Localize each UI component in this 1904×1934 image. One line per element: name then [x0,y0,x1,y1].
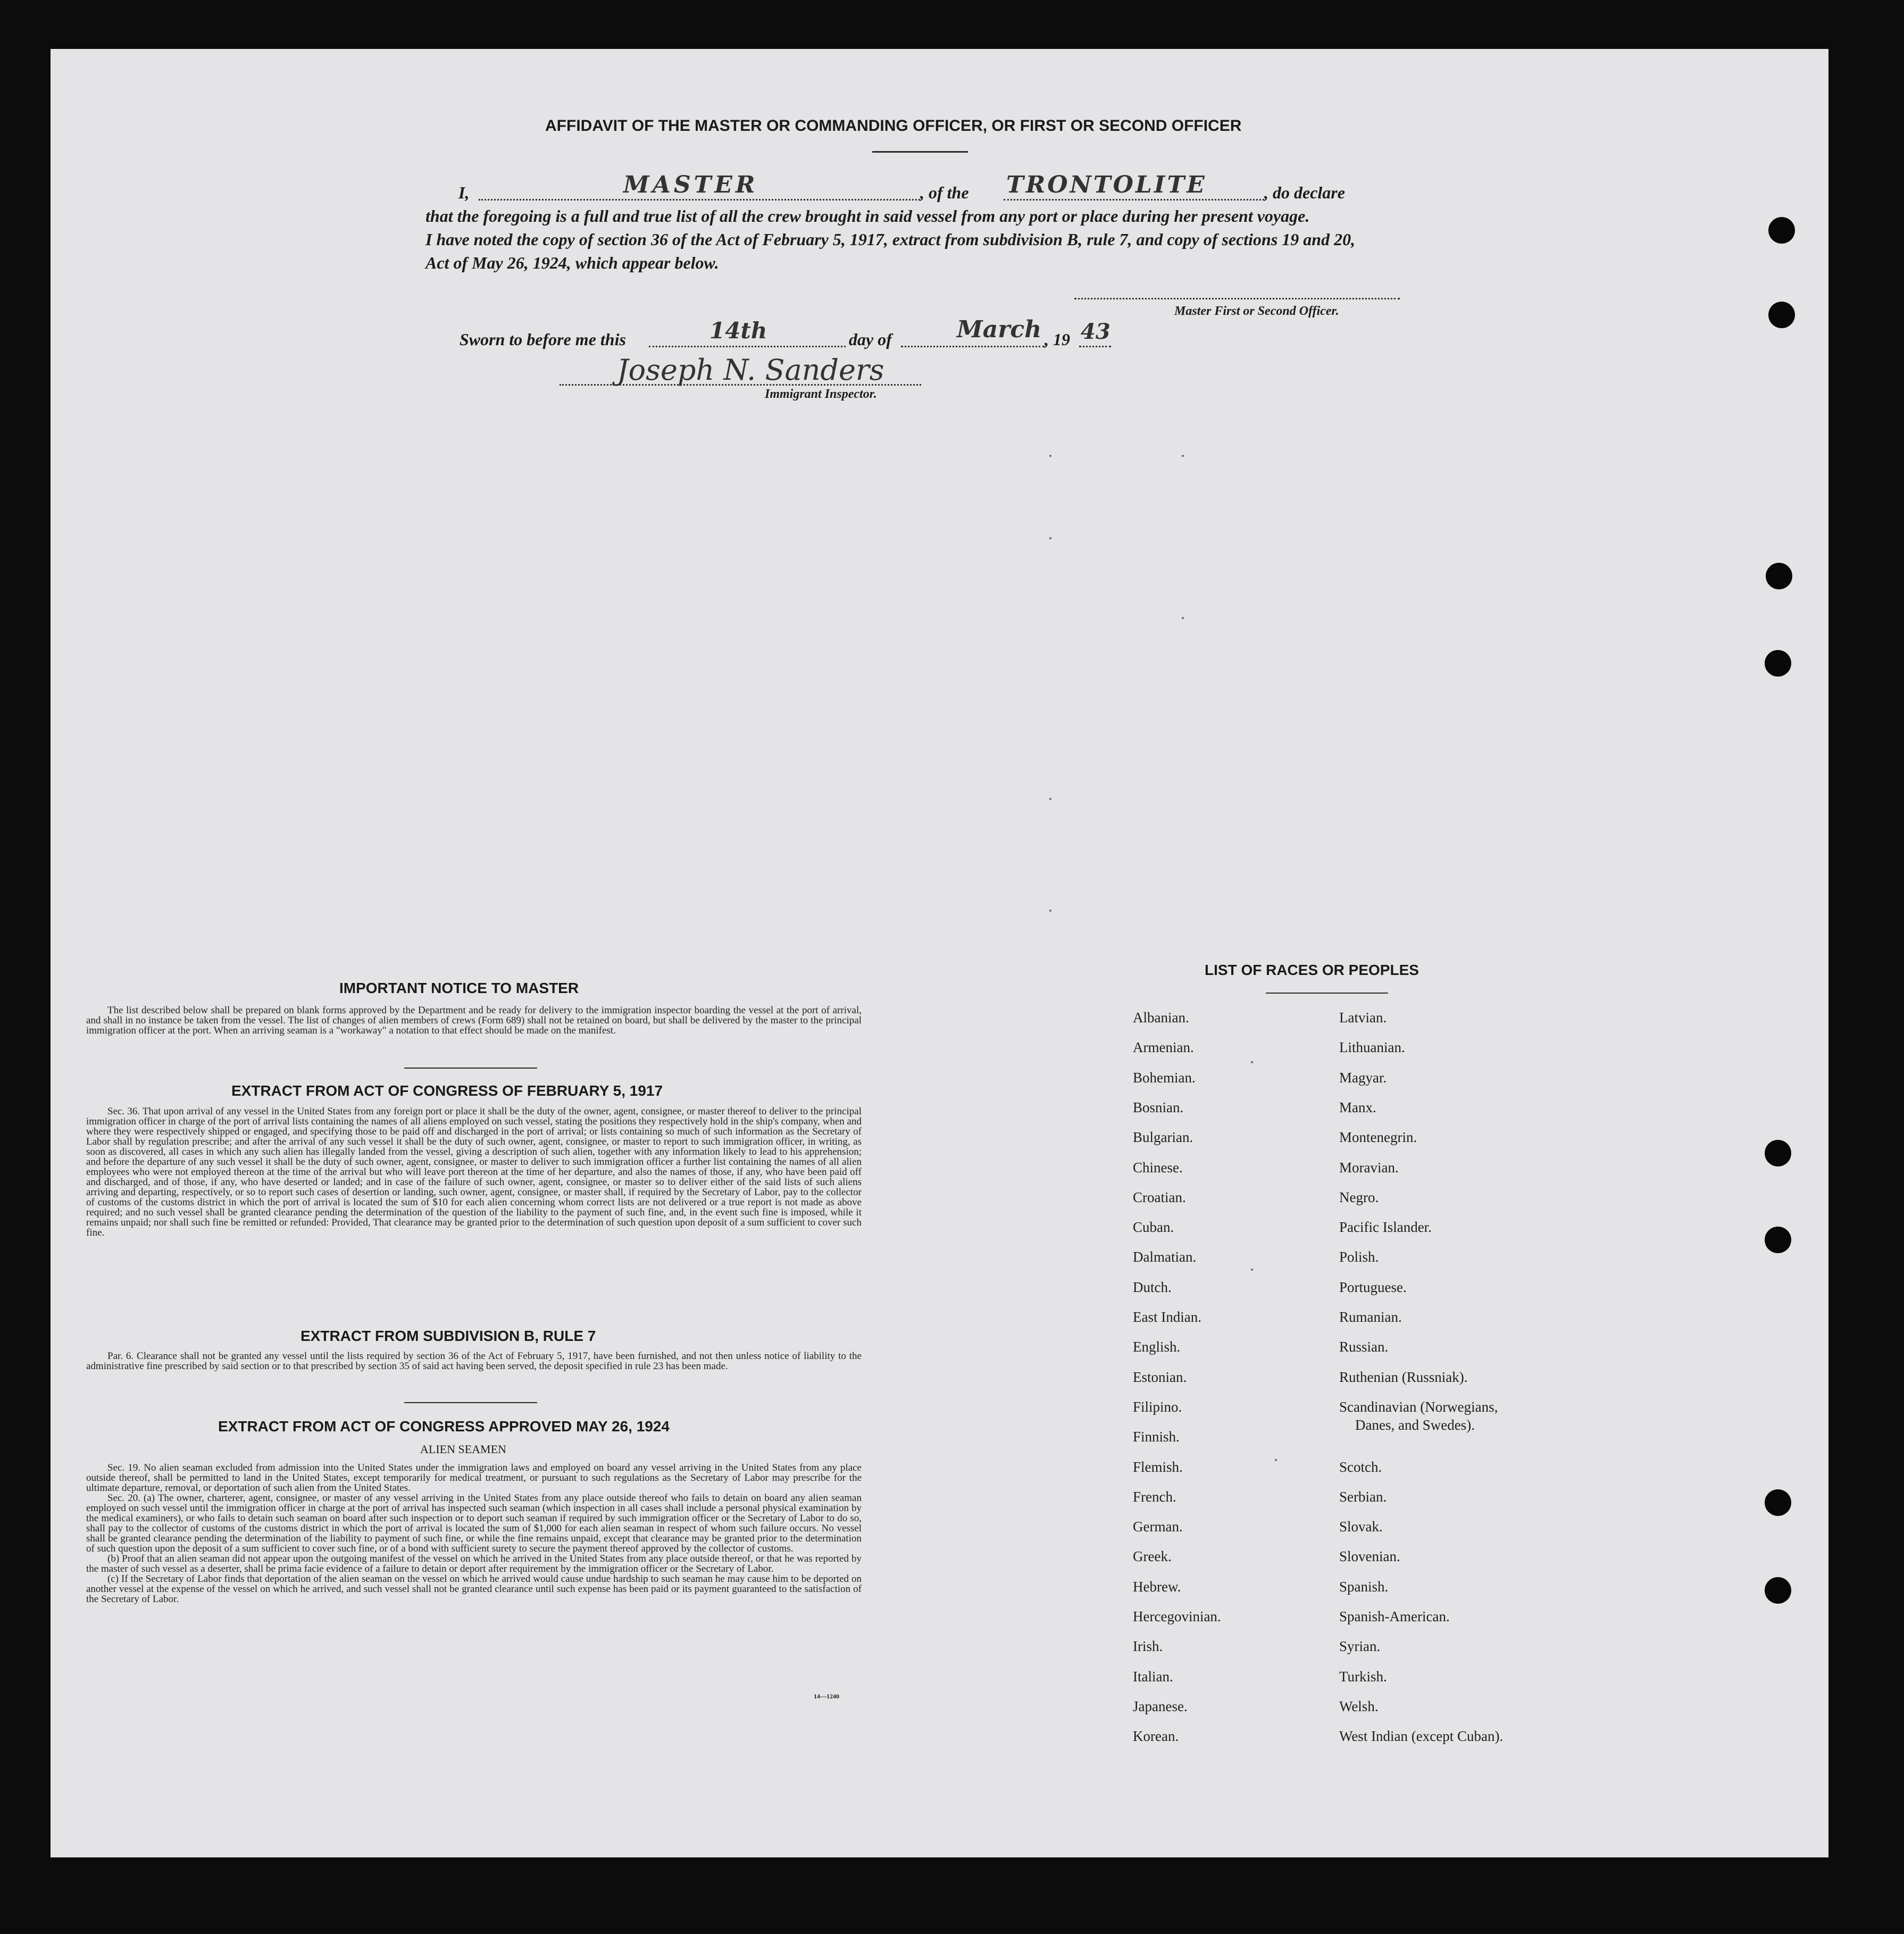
declaration-line-2: that the foregoing is a full and true list of all the crew brought in said vessel from any port or place during her present voyage. [425,206,1310,226]
race-item: West Indian (except Cuban). [1339,1728,1504,1745]
race-item: Bulgarian. [1133,1129,1193,1146]
race-item: Russian. [1339,1339,1389,1355]
master-signature-line [1074,298,1400,299]
race-item: Dutch. [1133,1279,1172,1295]
race-item: Filipino. [1133,1398,1182,1415]
declaration-line-3: I have noted the copy of section 36 of the Act of February 5, 1917, extract from subdivision B, rule 7, and copy of sections 19 and 20, [425,230,1356,249]
extract-rule7-text: Par. 6. Clearance shall not be granted any vessel until the lists required by section 36 of the Act of February 5, 1917, have been furnished, and not then unless notice of liability to the administrative fine prescribed by said section or to that prescribed by section 35 of said act having been served, the deposit specified in rule 23 has been made. [86,1351,862,1372]
race-item: Estonian. [1133,1369,1187,1385]
notice-title: IMPORTANT NOTICE TO MASTER [339,980,579,996]
race-item: Pacific Islander. [1339,1219,1432,1236]
race-item: Moravian. [1339,1159,1399,1176]
race-item: Bohemian. [1133,1069,1196,1086]
race-item: Spanish-American. [1339,1608,1450,1624]
alien-seamen-subtitle: ALIEN SEAMEN [420,1443,506,1456]
sworn-line [460,316,1193,351]
form-number: 14—1240 [814,1693,839,1700]
of-the-label: , of the [920,183,969,202]
binder-hole [1768,302,1795,328]
race-item: Irish. [1133,1638,1163,1655]
race-item: Negro. [1339,1189,1379,1205]
divider [404,1068,537,1069]
race-item: Japanese. [1133,1698,1188,1714]
races-title: LIST OF RACES OR PEOPLES [1205,962,1419,978]
race-item: French. [1133,1488,1176,1505]
races-title-rule [1266,993,1388,994]
year-prefix: , 19 [1045,330,1070,349]
inspector-caption: Immigrant Inspector. [765,387,877,401]
race-item: Hebrew. [1133,1578,1181,1595]
race-item: Cuban. [1133,1219,1174,1236]
race-item: Polish. [1339,1249,1379,1265]
declaration-line-1 [458,171,1421,204]
race-item: Welsh. [1339,1698,1379,1714]
race-item: Albanian. [1133,1010,1189,1026]
race-item: Bosnian. [1133,1099,1184,1115]
race-item: Rumanian. [1339,1309,1402,1325]
notice-text: The list described below shall be prepared on blank forms approved by the Department and be ready for delivery to the immigration inspector boarding the vessel at the port of arrival, and shall in no instance be taken from the vessel. The list of changes of alien members of crews (Form 689) shall not be retained on board, but shall be delivered by the master to the principal immigration officer at the port. When an arriving seaman is a "workaway" a notation to that effect should be made on the manifest. [86,1005,862,1036]
extract-1924-text: Sec. 19. No alien seaman excluded from admission into the United States under the immigration laws and employed on board any vessel arriving in the United States from any place outside thereof, shall be permitted to land in the United States, except temporarily for medical treatment, or pursuant to such regulations as the Secretary of Labor may prescribe for the ultimate departure, removal, or deportation of such alien from the United States. Sec. 20. (a) The owner, charterer, agent, consignee, or master of any vessel arriving in the United States from any place outside thereof who fails to detain on board any alien seaman employed on such vessel until the immigration officer in charge at the port of arrival has inspected such seaman (which inspection in all cases shall include a personal physical examination by the medical examiners), or who fails to detain such seaman on board after such inspection or to deport such seaman if required by such immigration officer or the Secretary of Labor to do so, shall pay to the collector of customs of the customs district in which the port of arrival is located the sum of $1,000 for each alien seaman in respect of whom such failure occurs. No vessel shall be granted clearance pending the determination of the liability to payment of such fine, or while the fine remains unpaid, except that clearance may be granted prior to the determination of such question upon the deposit of a sum sufficient to cover such fine, or of a bond with sufficient surety to secure the payment thereof approved by the collector of customs. (b) Proof that an alien seaman did not appear upon the outgoing manifest of the vessel on which he arrived in the United States from any place outside thereof, or that he was reported by the master of such vessel as a deserter, shall be prima facie evidence of a failure to detain or deport after requirement by the immigration officer or the Secretary of Labor. (c) If the Secretary of Labor finds that deportation of the alien seaman on the vessel on which he arrived would cause undue hardship to such seaman he may cause him to be deported on another vessel at the expense of the vessel on which he arrived, and such vessel shall not be granted clearance until such expense has been paid or its payment guaranteed to the satisfaction of the Secretary of Labor. [86,1462,862,1605]
master-caption: Master First or Second Officer. [1174,304,1339,318]
sworn-label: Sworn to before me this [460,330,626,349]
race-item: Slovak. [1339,1519,1383,1535]
race-item: English. [1133,1339,1181,1355]
race-item: Flemish. [1133,1458,1183,1475]
race-item: Montenegrin. [1339,1129,1417,1146]
race-item: Croatian. [1133,1189,1186,1205]
race-item: Serbian. [1339,1488,1387,1505]
binder-hole [1766,563,1792,589]
race-item: Chinese. [1133,1159,1183,1176]
race-item: Magyar. [1339,1069,1387,1086]
race-item: Hercegovinian. [1133,1608,1221,1624]
affidavit-title: AFFIDAVIT OF THE MASTER OR COMMANDING OFFICER, OR FIRST OR SECOND OFFICER [545,117,1242,135]
year-field: 43 [1081,319,1110,344]
extract-1924-title: EXTRACT FROM ACT OF CONGRESS APPROVED MAY 26, 1924 [218,1418,670,1435]
race-item: Slovenian. [1339,1548,1400,1565]
race-item: East Indian. [1133,1309,1201,1325]
binder-hole [1768,217,1795,244]
binder-hole [1765,1489,1791,1516]
extract-1917-title: EXTRACT FROM ACT OF CONGRESS OF FEBRUARY 5, 1917 [231,1082,663,1099]
binder-hole [1765,1577,1791,1604]
extract-rule7-title: EXTRACT FROM SUBDIVISION B, RULE 7 [300,1328,596,1344]
race-item: German. [1133,1519,1183,1535]
race-item: Syrian. [1339,1638,1381,1655]
race-item: Lithuanian. [1339,1039,1405,1056]
binder-hole [1765,1227,1791,1253]
day-of-label: day of [849,330,892,349]
i-label: I, [458,183,470,202]
master-field: MASTER [623,171,758,198]
race-item: Scotch. [1339,1458,1382,1475]
inspector-signature: Joseph N. Sanders [617,353,884,387]
race-item: Armenian. [1133,1039,1194,1056]
race-item-continuation: Danes, and Swedes). [1355,1416,1475,1433]
binder-hole [1765,650,1791,677]
race-item: Finnish. [1133,1429,1180,1445]
race-item: Ruthenian (Russniak). [1339,1369,1468,1385]
do-declare-label: , do declare [1264,183,1345,202]
race-item: Manx. [1339,1099,1376,1115]
race-item: Portuguese. [1339,1279,1407,1295]
race-item: Latvian. [1339,1010,1387,1026]
binder-hole [1765,1140,1791,1166]
extract-1917-text: Sec. 36. That upon arrival of any vessel in the United States from any foreign port or place it shall be the duty of the owner, agent, consignee, or master thereof to deliver to the principal immigration officer in charge of the port of arrival lists containing the names of all aliens employed on such vessel, stating the positions they respectively hold in the ship's company, when and where they were respectively shipped or engaged, and specifying those to be paid off and discharged in the port of arrival; or lists containing so much of such information as the Secretary of Labor shall by regulation prescribe; and after the arrival of any such vessel it shall be the duty of such owner, agent, consignee, or master to report to such immigration officer, in writing, as soon as discovered, all cases in which any such alien has illegally landed from the vessel, giving a description of such alien, together with any information likely to lead to his apprehension; and before the departure of any such vessel it shall be the duty of such owner, agent, consignee, or master to deliver to such immigration officer a further list containing the names of all alien employees who were not employed thereon at the time of the arrival but who will leave port thereon at the time of her departure, and also the names of those, if any, who have been paid off and discharged, and of those, if any, who have deserted or landed; and in case of the failure of such owner, agent, consignee, or master so to deliver either of the said lists of such aliens arriving and departing, respectively, or so to report such cases of desertion or landing, such owner, agent, consignee, or master shall, if required by the Secretary of Labor, pay to the collector of customs of the customs district in which the port of arrival is located the sum of $10 for each alien concerning whom correct lists are not delivered or a true report is not made as above required; and no such vessel shall be granted clearance pending the determination of the question of the liability to the payment of such fine, and, in the event such fine is imposed, while it remains unpaid; nor shall such fine be remitted or refunded: Provided, That clearance may be granted prior to the determination of such question upon deposit of a sum sufficient to cover such fine. [86,1106,862,1238]
sworn-month-field: March [957,316,1042,343]
declaration-line-4: Act of May 26, 1924, which appear below. [425,253,719,272]
race-item: Greek. [1133,1548,1172,1565]
divider [404,1402,537,1403]
sworn-day-field: 14th [709,318,767,344]
race-item: Dalmatian. [1133,1249,1197,1265]
race-item: Scandinavian (Norwegians, [1339,1398,1498,1415]
race-item: Italian. [1133,1668,1173,1685]
vessel-name-field: TRONTOLITE [1006,171,1207,198]
race-item: Spanish. [1339,1578,1389,1595]
title-rule [872,151,968,153]
race-item: Turkish. [1339,1668,1387,1685]
race-item: Korean. [1133,1728,1179,1745]
